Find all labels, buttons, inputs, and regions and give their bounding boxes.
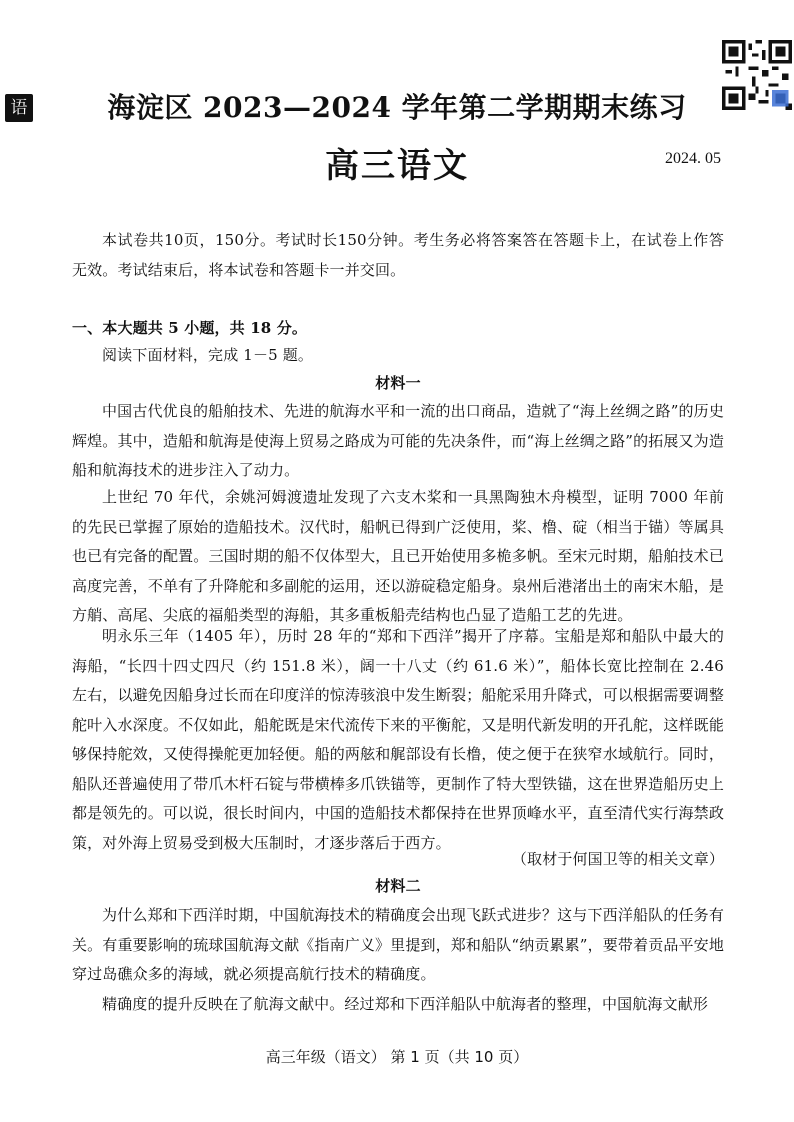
material-1-source: （取材于何国卫等的相关文章） [511, 850, 724, 868]
material-1-title: 材料一 [375, 374, 421, 392]
exam-title: 海淀区 2023—2024 学年第二学期期末练习 [107, 91, 687, 124]
material-2-title: 材料二 [375, 877, 421, 895]
page-footer: 高三年级（语文） 第 1 页（共 10 页） [265, 1048, 529, 1066]
material-1-paragraph: 中国古代优良的船舶技术、先进的航海水平和一流的出口商品，造就了“海上丝绸之路”的历史辉煌。其中，造船和航海是使海上贸易之路成为可能的先决条件，而“海上丝绸之路”的拓展又为造船和航海技术的进步注入了动力。 [72, 402, 724, 479]
section-heading: 一、本大题共 5 小题，共 18 分。 [72, 319, 308, 337]
subject-tab: 语 [5, 94, 33, 122]
exam-subject: 高三语文 [325, 146, 469, 186]
material-1-paragraph: 明永乐三年（1405 年），历时 28 年的“郑和下西洋”揭开了序幕。宝船是郑和船队中最大的海船，“长四十四丈四尺（约 151.8 米），阔一十八丈（约 61.6 米）”，船体长宽比控制在 2.46 左右，以避免因船身过长而在印度洋的惊涛骇浪中发生断裂；船舵采用升降式，可以根据需要调整舵叶入水深度。不仅如此，船舵既是宋代流传下来的平衡舵，又是明代新发明的开孔舵，这样既能够保持舵效，又使得操舵更加轻便。船的两舷和艉部设有长橹，使之便于在狭窄水域航行。同时，船队还普遍使用了带爪木杆石锭与带横棒多爪铁锚等，更制作了特大型铁锚，这在世界造船历史上都是领先的。可以说，很长时间内，中国的造船技术都保持在世界顶峰水平，直至清代实行海禁政策，对外海上贸易受到极大压制时，才逐步落后于西方。 [72, 627, 724, 852]
material-1-paragraph: 上世纪 70 年代，余姚河姆渡遗址发现了六支木桨和一具黑陶独木舟模型，证明 7000 年前的先民已掌握了原始的造船技术。汉代时，船帆已得到广泛使用，桨、橹、碇（相当于锚）等属具也已有完备的配置。三国时期的船不仅体型大，且已开始使用多桅多帆。至宋元时期，船舶技术已高度完善，不单有了升降舵和多副舵的运用，还以游碇稳定船身。泉州后港渚出土的南宋木船，是方艄、高尾、尖底的福船类型的海船，其多重板船壳结构也凸显了造船工艺的先进。 [72, 488, 724, 624]
instructions-text: 本试卷共10页，150分。考试时长150分钟。考生务必将答案答在答题卡上，在试卷上作答无效。考试结束后，将本试卷和答题卡一并交回。 [72, 231, 724, 279]
material-2-paragraph: 为什么郑和下西洋时期，中国航海技术的精确度会出现飞跃式进步？这与下西洋船队的任务有关。有重要影响的琉球国航海文献《指南广义》里提到，郑和船队“纳贡累累”，要带着贡品平安地穿过岛礁众多的海域，就必须提高航行技术的精确度。 [72, 906, 724, 983]
section-directive: 阅读下面材料，完成 1－5 题。 [102, 346, 314, 364]
material-2-paragraph: 精确度的提升反映在了航海文献中。经过郑和下西洋船队中航海者的整理，中国航海文献形 [102, 995, 709, 1013]
exam-date: 2024. 05 [665, 150, 721, 167]
